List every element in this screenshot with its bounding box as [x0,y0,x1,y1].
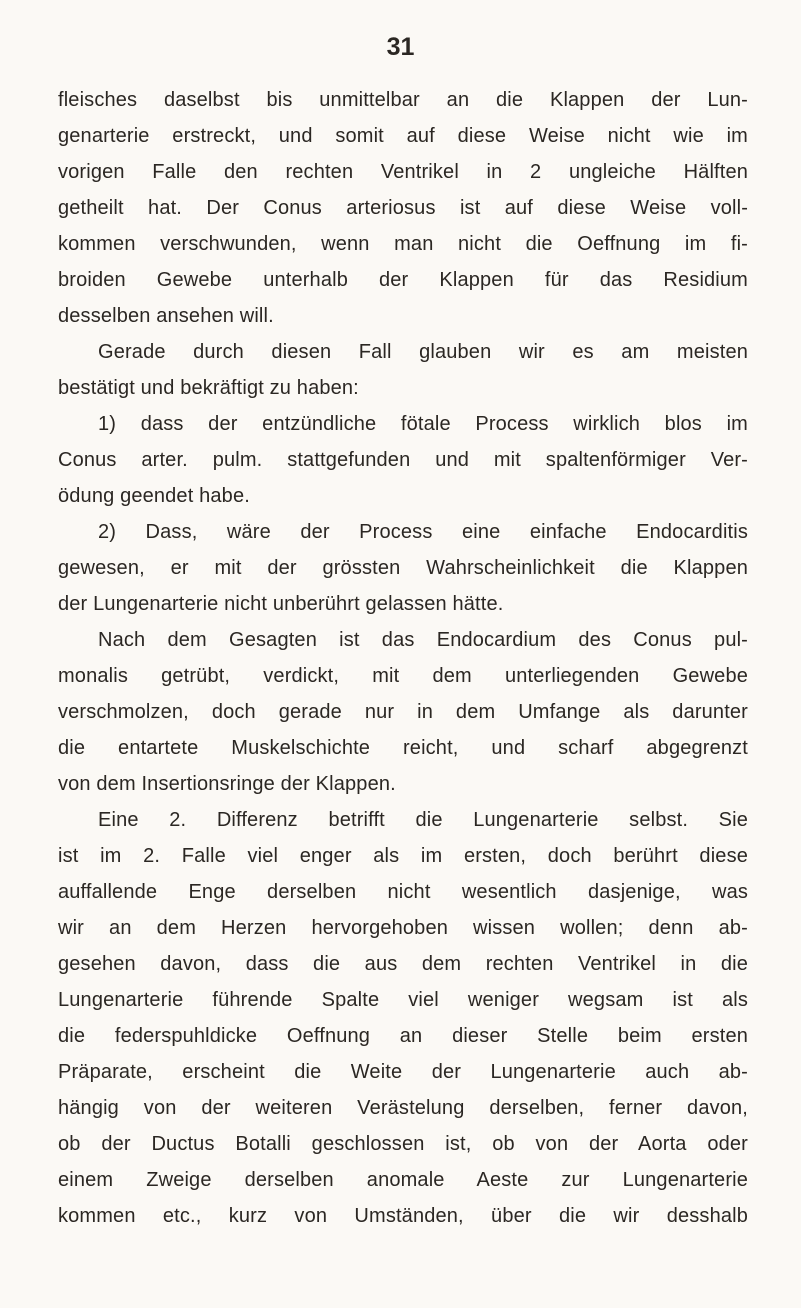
text-line: ist im 2. Falle viel enger als im ersten, doch berührt diese [58,845,748,867]
text-line: gesehen davon, dass die aus dem rechten Ventrikel in die [58,953,748,975]
text-line: der Lungenarterie nicht unberührt gelassen hätte. [58,593,504,615]
text-line: fleisches daselbst bis unmittelbar an die Klappen der Lun- [58,89,748,111]
text-line: wir an dem Herzen hervorgehoben wissen wollen; denn ab- [58,917,748,939]
text-line: kommen etc., kurz von Umständen, über die wir desshalb [58,1205,748,1227]
text-line: bestätigt und bekräftigt zu haben: [58,377,359,399]
text-line: ob der Ductus Botalli geschlossen ist, ob von der Aorta oder [58,1133,748,1155]
text-line: 1) dass der entzündliche fötale Process wirklich blos im [98,413,748,435]
text-line: von dem Insertionsringe der Klappen. [58,773,396,795]
text-line: 2) Dass, wäre der Process eine einfache Endocarditis [98,521,748,543]
text-line: kommen verschwunden, wenn man nicht die Oeffnung im fi- [58,233,748,255]
page-number: 31 [386,33,415,61]
text-line: die federspuhldicke Oeffnung an dieser Stelle beim ersten [58,1025,748,1047]
text-line: einem Zweige derselben anomale Aeste zur Lungenarterie [58,1169,748,1191]
text-line: die entartete Muskelschichte reicht, und scharf abgegrenzt [58,737,748,759]
text-line: vorigen Falle den rechten Ventrikel in 2 ungleiche Hälften [58,161,748,183]
text-line: Conus arter. pulm. stattgefunden und mit spaltenförmiger Ver- [58,449,748,471]
text-line: ödung geendet habe. [58,485,250,507]
text-line: Nach dem Gesagten ist das Endocardium des Conus pul- [98,629,748,651]
text-line: auffallende Enge derselben nicht wesentlich dasjenige, was [58,881,748,903]
text-line: Lungenarterie führende Spalte viel weniger wegsam ist als [58,989,748,1011]
text-line: Präparate, erscheint die Weite der Lungenarterie auch ab- [58,1061,748,1083]
text-line: broiden Gewebe unterhalb der Klappen für das Residium [58,269,748,291]
text-line: Eine 2. Differenz betrifft die Lungenarterie selbst. Sie [98,809,748,831]
text-line: monalis getrübt, verdickt, mit dem unterliegenden Gewebe [58,665,748,687]
text-line: verschmolzen, doch gerade nur in dem Umfange als darunter [58,701,748,723]
text-line: genarterie erstreckt, und somit auf diese Weise nicht wie im [58,125,748,147]
text-line: gewesen, er mit der grössten Wahrscheinlichkeit die Klappen [58,557,748,579]
text-line: Gerade durch diesen Fall glauben wir es am meisten [98,341,748,363]
text-line: hängig von der weiteren Verästelung derselben, ferner davon, [58,1097,748,1119]
text-line: getheilt hat. Der Conus arteriosus ist auf diese Weise voll- [58,197,748,219]
text-line: desselben ansehen will. [58,305,274,327]
